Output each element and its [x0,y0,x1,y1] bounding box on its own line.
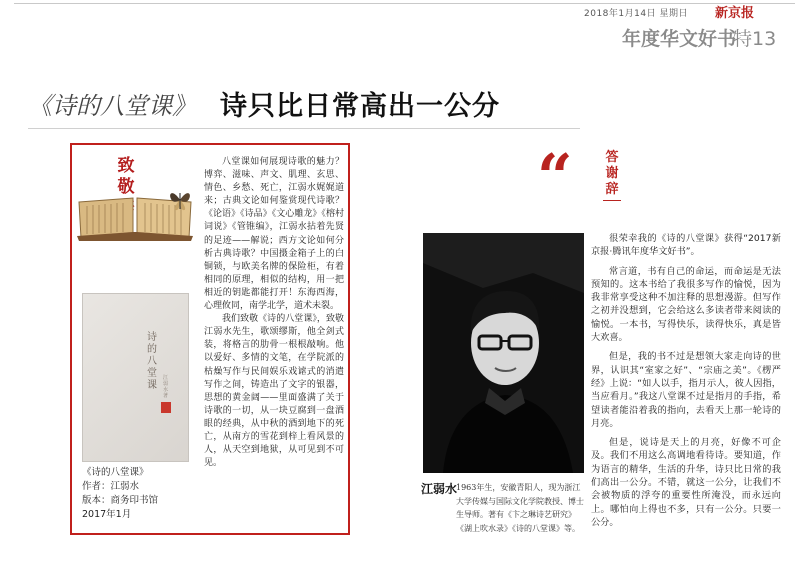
reply-paragraph: 常言道，书有自己的命运，而命运是无法预知的。这本书给了我很多写作的愉悦，因为我非常享受这种不加注释的思想漫游。但写作之初并没想到，它会给这么多读者带来阅读的愉悦。一本书，写得快乐，读得快乐，真是皆大欢喜。 [591,265,781,344]
reply-paragraph: 但是，我的书不过是想领大家走向诗的世界，认识其“室家之好”、“宗庙之美”。《楞严经》上说：“如人以手，指月示人，彼人因指，当应看月。”我这八堂课不过是指月的手指，希望读者能沿着我的指向，去看天上那一轮诗的月亮。 [591,351,781,429]
author-name: 江弱水 [421,482,458,496]
masthead-page-number: 特13 [733,28,777,50]
author-portrait-photo [423,233,584,473]
reply-title: 答谢辞 [605,150,619,197]
publisher-seal-icon [161,402,171,413]
author-bio: 1963年生，安徽青阳人，现为浙江大学传媒与国际文化学院教授、博士生导师。著有《卞之琳诗艺研究》《湖上吹水录》《诗的八堂课》等。 [456,483,584,533]
caption-line: 2017年1月 [82,509,132,520]
book-cover-author: 江弱水 著 [162,375,168,399]
masthead-paper-name: 新京报 [715,6,755,21]
butterfly-illustration [167,187,193,213]
masthead-rule [14,3,795,4]
headline-divider [28,128,580,129]
reply-paragraph: 很荣幸我的《诗的八堂课》获得“2017新京报·腾讯年度华文好书”。 [591,233,781,258]
reply-paragraph: 但是，说诗是天上的月亮，好像不可企及。我们不用这么高调地看待诗。要知道，作为语言的精华，生活的升华，诗只比日常的我们高出一公分。不错，就这一公分，让我们不会被物质的浮夸的重要性所淹没，而永远向上。哪怕向上得也不多，只有一公分。只要一公分。 [591,437,781,528]
book-cover-image [82,293,189,462]
quote-mark-icon: “ [537,140,573,213]
book-caption [82,466,158,522]
masthead-date: 2018年1月14日 星期日 [584,9,688,19]
caption-line: 作者：江弱水 [82,481,140,492]
masthead-section-title: 年度华文好书 [622,28,737,50]
reply-title-rule [603,200,621,201]
tribute-title: 致敬 [117,156,135,197]
tribute-paragraph: 八堂课如何展现诗歌的魅力？博弈、滋味、声文、肌理、玄思、情色、乡愁、死亡，江弱水娓娓道来；古典文论如何鉴赏现代诗歌？《论语》《诗品》《文心雕龙》《榕村词说》《管锥编》，江弱水拈着先贤的足迹——解说；西方文论如何分析古典诗歌？中国摄金箱子上的白铜锁，与欧美名牌的保险柜，有着相同的原理，相似的结构，用一把相近的钥匙都能打开！东海西海，心理攸同，南学北学，道术未裂。 [204,157,344,312]
caption-line: 版本：商务印书馆 [82,495,159,506]
tribute-body [204,156,344,470]
tribute-paragraph: 我们致敬《诗的八堂课》，致敬江弱水先生，歌颂缪斯，他全剑式装，将格言的肋骨一根根敲响。他以爱好、多情的文笔，在学院派的枯燥写作与民间娱乐戏谑式的消遣写作之间，铸造出了文字的银器，思想的黄金阔——里面盛满了关于诗歌的一切，从一块豆腐到一盘酒眼的经典，从中秋的酒到地下的死亡，从南方的雪花到梓上看风景的人，从天空到地狱，从可见到不可见。 [204,314,344,469]
headline-book-reference: 《诗的八堂课》 [28,92,196,120]
reply-body [591,232,781,535]
book-cover-title: 诗的八堂课 [147,332,157,391]
page-headline: 诗只比日常高出一公分 [220,91,500,122]
caption-line: 《诗的八堂课》 [82,467,149,478]
